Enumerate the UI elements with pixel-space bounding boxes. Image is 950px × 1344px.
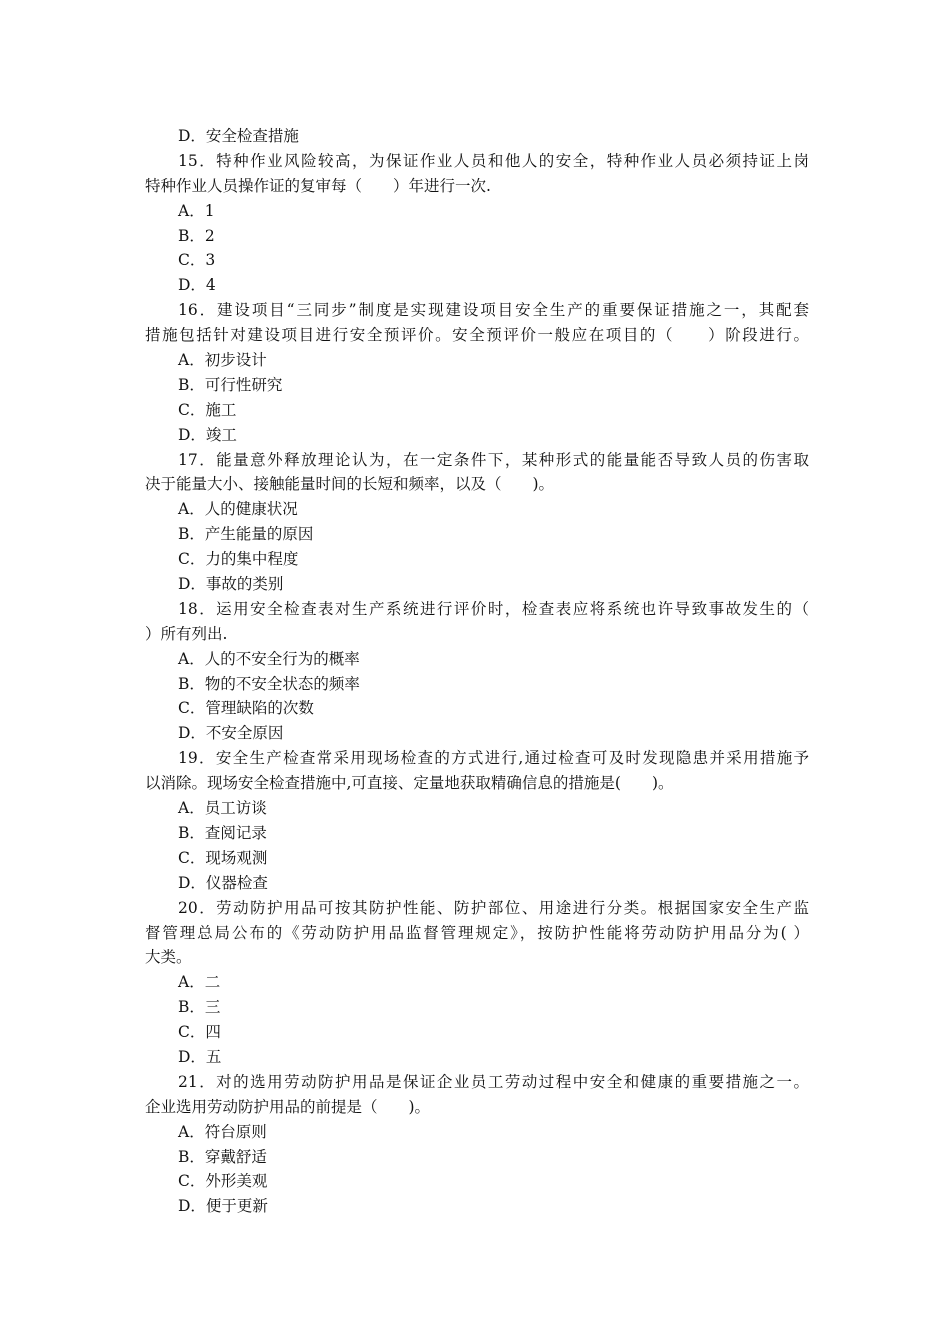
text-line: B．2 bbox=[178, 226, 215, 245]
text-line: 20．劳动防护用品可按其防护性能、防护部位、用途进行分类。根据国家安全生产监 bbox=[178, 898, 809, 917]
text-line: D．不安全原因 bbox=[178, 724, 284, 743]
text-line: 18．运用安全检查表对生产系统进行评价时，检查表应将系统也许导致事故发生的（ bbox=[178, 599, 809, 618]
text-line: 决于能量大小、接触能量时间的长短和频率，以及（ )。 bbox=[145, 475, 555, 494]
text-line: C．力的集中程度 bbox=[178, 550, 299, 569]
text-line: B．查阅记录 bbox=[178, 823, 267, 842]
text-line: A．初步设计 bbox=[178, 351, 267, 370]
text-line: D．五 bbox=[178, 1047, 222, 1066]
text-line: C．外形美观 bbox=[178, 1172, 268, 1191]
text-line: B．物的不安全状态的频率 bbox=[178, 674, 360, 693]
text-line: 以消除。现场安全检查措施中,可直接、定量地获取精确信息的措施是( )。 bbox=[145, 774, 674, 793]
text-line: 16．建设项目“三同步”制度是实现建设项目安全生产的重要保证措施之一，其配套 bbox=[178, 301, 809, 320]
text-line: 大类。 bbox=[145, 948, 192, 967]
text-line: C．四 bbox=[178, 1023, 221, 1042]
text-line: A．员工访谈 bbox=[178, 799, 267, 818]
text-line: D．竣工 bbox=[178, 425, 237, 444]
text-line: D．便于更新 bbox=[178, 1197, 268, 1216]
text-line: 17．能量意外释放理论认为，在一定条件下，某种形式的能量能否导致人员的伤害取 bbox=[178, 450, 809, 469]
text-line: C．施工 bbox=[178, 400, 237, 419]
text-line: 15．特种作业风险较高，为保证作业人员和他人的安全，特种作业人员必须持证上岗 bbox=[178, 151, 809, 170]
text-line: D．4 bbox=[178, 276, 216, 295]
text-line: 21．对的选用劳动防护用品是保证企业员工劳动过程中安全和健康的重要措施之一。 bbox=[178, 1072, 809, 1091]
text-line: D．事故的类别 bbox=[178, 575, 284, 594]
text-line: A．二 bbox=[178, 973, 221, 992]
text-line: B．可行性研究 bbox=[178, 375, 283, 394]
text-line: A．人的健康状况 bbox=[178, 500, 298, 519]
text-line: 督管理总局公布的《劳动防护用品监督管理规定》，按防护性能将劳动防护用品分为( ） bbox=[145, 923, 809, 942]
text-line: C．3 bbox=[178, 251, 216, 270]
text-line: D．仪器检查 bbox=[178, 873, 268, 892]
text-line: B．穿戴舒适 bbox=[178, 1147, 267, 1166]
text-line: B．产生能量的原因 bbox=[178, 525, 314, 544]
text-line: C．管理缺陷的次数 bbox=[178, 699, 314, 718]
text-line: 19．安全生产检查常采用现场检查的方式进行,通过检查可及时发现隐患并采用措施予 bbox=[178, 749, 809, 768]
text-line: D．安全检查措施 bbox=[178, 127, 299, 145]
text-line: A．1 bbox=[178, 201, 215, 220]
text-line: ）所有列出. bbox=[145, 624, 228, 643]
text-line: C．现场观测 bbox=[178, 848, 268, 867]
text-line: B．三 bbox=[178, 998, 221, 1017]
text-line: 特种作业人员操作证的复审每（ ）年进行一次. bbox=[145, 176, 491, 195]
text-line: A．人的不安全行为的概率 bbox=[178, 649, 360, 668]
document-body bbox=[145, 124, 809, 1219]
text-line: 企业选用劳动防护用品的前提是（ )。 bbox=[145, 1097, 431, 1116]
text-line: A．符台原则 bbox=[178, 1122, 267, 1141]
text-line: 措施包括针对建设项目进行安全预评价。安全预评价一般应在项目的（ ）阶段进行。 bbox=[145, 326, 809, 345]
